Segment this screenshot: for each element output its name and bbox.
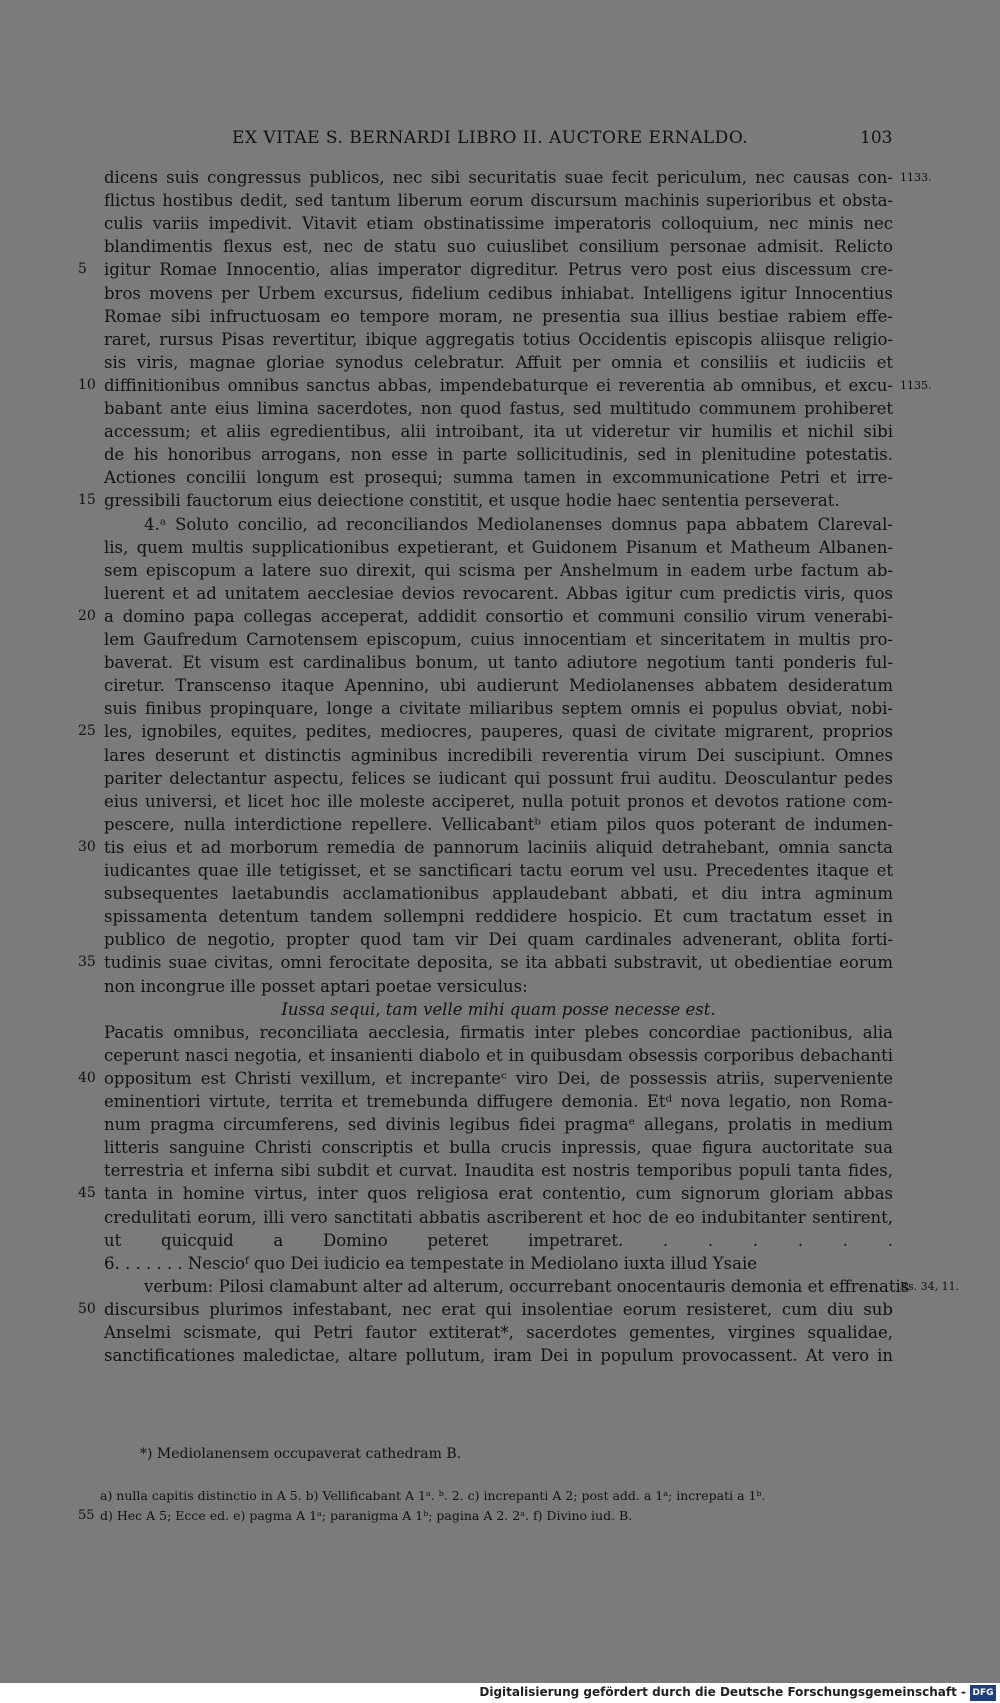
text-line: Iussa sequi, tam velle mihi quam posse necesse est.: [281, 999, 716, 1019]
running-title: EX VITAE S. BERNARDI LIBRO II. AUCTORE ERNALDO.: [232, 128, 749, 148]
text-line: publico de negotio, propter quod tam vir Dei quam cardinales advenerant, oblita forti-: [104, 930, 893, 950]
text-line: igitur Romae Innocentio, alias imperator digreditur. Petrus vero post eius discessum cre-: [104, 260, 893, 280]
line-number: 5: [78, 261, 87, 278]
line-number: 10: [78, 376, 96, 393]
text-line: num pragma circumferens, sed divinis legibus fidei pragmaᵉ allegans, prolatis in medium: [104, 1115, 893, 1135]
margin-note: 1135.: [900, 378, 932, 392]
text-line: blandimentis flexus est, nec de statu suo cuiuslibet consilium personae admisit. Relicto: [104, 237, 893, 257]
author-footnote: *) Mediolanensem occupaverat cathedram B.: [140, 1446, 462, 1462]
text-line: ceperunt nasci negotia, et insanienti diabolo et in quibusdam obsessis corporibus debachanti: [104, 1045, 893, 1065]
digitization-credit-bar: [0, 1683, 1000, 1703]
running-header: [0, 128, 1000, 154]
text-line: pescere, nulla interdictione repellere. Vellicabantᵇ etiam pilos quos poterant de indumen-: [104, 814, 893, 834]
apparatus-line-number: 55: [78, 1508, 95, 1523]
text-line: suis finibus propinquare, longe a civitate miliaribus septem omnis ei populus obviat, nobi-: [104, 699, 893, 719]
line-number: 35: [78, 954, 96, 971]
text-line: raret, rursus Pisas revertitur, ibique aggregatis totius Occidentis episcopis aliisque religio-: [104, 329, 893, 349]
line-number: 20: [78, 607, 96, 624]
text-line: flictus hostibus dedit, sed tantum liberum eorum discursum machinis superioribus et obsta-: [104, 191, 893, 211]
line-number: 30: [78, 838, 96, 855]
text-line: de his honoribus arrogans, non esse in parte sollicitudinis, sed in plenitudine potestatis.: [104, 445, 893, 465]
text-line: Anselmi scismate, qui Petri fautor extiterat*, sacerdotes gementes, virgines squalidae,: [104, 1323, 893, 1342]
text-line: sis viris, magnae gloriae synodus celebratur. Affuit per omnia et consiliis et iudiciis et: [104, 352, 893, 372]
text-line: litteris sanguine Christi conscriptis et bulla crucis inpressis, quae figura auctoritate sua: [104, 1138, 893, 1158]
text-line: babant ante eius limina sacerdotes, non quod fastus, sed multitudo communem prohiberet: [104, 399, 893, 418]
margin-note: Es. 34, 11.: [900, 1279, 960, 1293]
line-number: 15: [78, 492, 96, 509]
text-line: terrestria et inferna sibi subdit et curvat. Inaudita est nostris temporibus populi tanta fides,: [104, 1161, 893, 1181]
margin-note: 1133.: [900, 171, 932, 184]
text-line: subsequentes laetabundis acclamationibus applaudebant abbati, et diu intra agminum: [104, 884, 893, 904]
line-number: 25: [78, 723, 96, 740]
credit-text: Digitalisierung gefördert durch die Deutsche Forschungsgemeinschaft -: [479, 1685, 966, 1699]
text-line: 6. . . . . . . Nescioᶠ quo Dei iudicio ea tempestate in Mediolano iuxta illud Ysaie: [104, 1253, 757, 1273]
text-line: lem Gaufredum Carnotensem episcopum, cuius innocentiam et sinceritatem in multis pro-: [104, 630, 893, 649]
text-line: tanta in homine virtus, inter quos religiosa erat contentio, cum signorum gloriam abbas: [104, 1184, 893, 1204]
text-line: 4.ᵃ Soluto concilio, ad reconciliandos Mediolanenses domnus papa abbatem Clareval-: [144, 514, 893, 534]
text-line: tis eius et ad morborum remedia de pannorum laciniis aliquid detrahebant, omnia sancta: [104, 837, 893, 857]
text-line: iudicantes quae ille tetigisset, et se sanctificari tactu eorum vel usu. Precedentes itaque et: [104, 861, 893, 880]
text-line: tudinis suae civitas, omni ferocitate deposita, se ita abbati substravit, ut obedientiae eorum: [104, 953, 893, 973]
text-line: culis variis impedivit. Vitavit etiam obstinatissime imperatoris colloquium, nec minis nec: [104, 214, 893, 234]
text-line: lis, quem multis supplicationibus expetierant, et Guidonem Pisanum et Matheum Albanen-: [104, 537, 893, 557]
text-line: Romae sibi infructuosam eo tempore moram, ne presentia sua illius bestiae rabiem effe-: [104, 306, 893, 326]
text-line: accessum; et aliis egredientibus, alii introibant, ita ut videretur vir humilis et nichil sibi: [104, 422, 893, 442]
page-number: 103: [860, 128, 893, 148]
line-number: 40: [78, 1069, 96, 1086]
text-line: eminentiori virtute, territa et tremebunda diffugere demonia. Etᵈ nova legatio, non Roma-: [104, 1092, 893, 1111]
line-number: 50: [78, 1300, 96, 1317]
text-line: discursibus plurimos infestabant, nec erat qui insolentiae eorum resisteret, cum diu sub: [104, 1299, 893, 1319]
text-line: verbum: Pilosi clamabunt alter ad alterum, occurrebant onocentauris demonia et effrenatis: [144, 1276, 910, 1296]
text-line: Pacatis omnibus, reconciliata aecclesia, firmatis inter plebes concordiae pactionibus, alia: [104, 1022, 893, 1042]
text-line: les, ignobiles, equites, pedites, mediocres, pauperes, quasi de civitate migrarent, proprios: [104, 722, 893, 742]
text-line: lares deserunt et distinctis agminibus incredibili reverentia virum Dei suscipiunt. Omnes: [104, 745, 893, 765]
text-line: sanctificationes maledictae, altare pollutum, iram Dei in populum provocassent. At vero in: [104, 1346, 893, 1366]
text-line: ciretur. Transcenso itaque Apennino, ubi audierunt Mediolanenses abbatem desideratum: [104, 676, 893, 696]
text-line: sem episcopum a latere suo direxit, qui scisma per Anshelmum in eadem urbe factum ab-: [104, 560, 893, 580]
text-line: non incongrue ille posset aptari poetae versiculus:: [104, 976, 528, 996]
dfg-logo: DFG: [970, 1685, 996, 1701]
text-line: gressibili fauctorum eius deiectione constitit, et usque hodie haec sententia perseverat.: [104, 491, 840, 511]
apparatus-line-2: d) Hec A 5; Ecce ed. e) pagma A 1ᵃ; paranigma A 1ᵇ; pagina A 2. 2ᵃ. f) Divino iud. B.: [100, 1508, 633, 1523]
text-line: bros movens per Urbem excursus, fidelium cedibus inhiabat. Intelligens igitur Innocentius: [104, 283, 893, 303]
text-line: spissamenta detentum tandem sollempni reddidere hospicio. Et cum tractatum esset in: [104, 907, 893, 927]
text-line: oppositum est Christi vexillum, et increpanteᶜ viro Dei, de possessis atriis, superveniente: [104, 1068, 893, 1088]
apparatus-line-1: a) nulla capitis distinctio in A 5. b) Vellificabant A 1ᵃ. ᵇ. 2. c) increpanti A 2; post add. a 1ᵃ; increpati a 1ᵇ.: [100, 1488, 766, 1503]
text-line: eius universi, et licet hoc ille moleste acciperet, nulla potuit pronos et devotos ratione com-: [104, 791, 893, 811]
text-line: pariter delectantur aspectu, felices se iudicant qui possunt frui auditu. Deosculantur pedes: [104, 768, 893, 788]
text-line: dicens suis congressus publicos, nec sibi securitatis suae fecit periculum, nec causas con-: [104, 168, 893, 187]
text-line: luerent et ad unitatem aecclesiae devios revocarent. Abbas igitur cum predictis viris, quos: [104, 583, 893, 603]
text-line: baverat. Et visum est cardinalibus bonum, ut tanto adiutore negotium tanti ponderis ful-: [104, 653, 893, 673]
line-number: 45: [78, 1185, 96, 1202]
text-line: credulitati eorum, illi vero sanctitati abbatis ascriberent et hoc de eo indubitanter sentirent,: [104, 1207, 893, 1227]
text-line: Actiones concilii longum est prosequi; summa tamen in excommunicatione Petri et irre-: [104, 468, 893, 488]
text-line: ut quicquid a Domino peteret impetraret. . . . . . .: [104, 1230, 893, 1250]
text-line: a domino papa collegas acceperat, addidit consortio et communi consilio virum venerabi-: [104, 606, 893, 626]
text-line: diffinitionibus omnibus sanctus abbas, impendebaturque ei reverentia ab omnibus, et excu-: [104, 375, 893, 395]
